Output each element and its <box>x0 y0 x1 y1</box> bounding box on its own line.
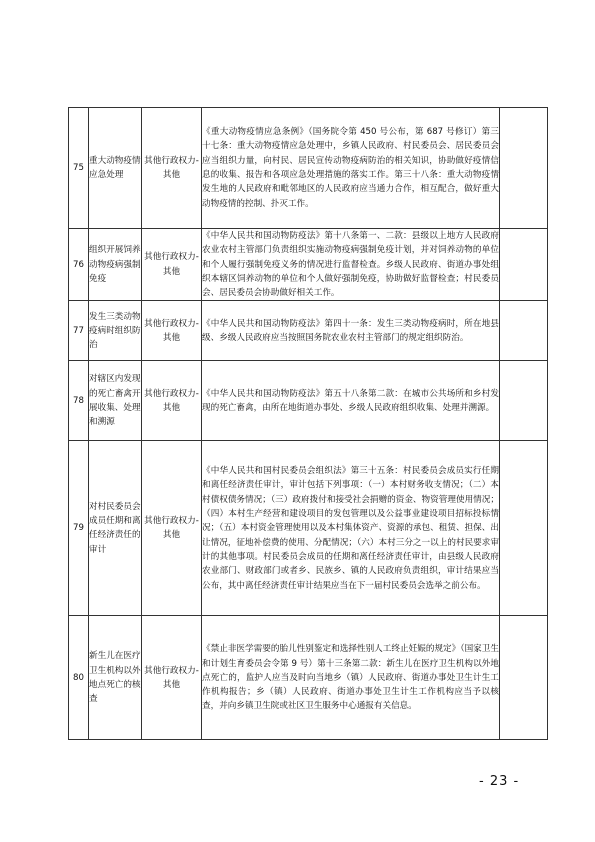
item-name: 重大动物疫情应急处理 <box>89 108 142 229</box>
item-name: 组织开展饲养动物疫病强制免疫 <box>89 229 142 301</box>
remarks-cell <box>500 108 548 229</box>
remarks-cell <box>500 229 548 301</box>
remarks-cell <box>500 301 548 361</box>
page-number: - 23 - <box>479 774 520 789</box>
table-row <box>69 229 548 301</box>
table-row <box>69 616 548 740</box>
table-row <box>69 441 548 616</box>
remarks-cell <box>500 441 548 616</box>
row-number: 76 <box>69 229 89 301</box>
power-type: 其他行政权力-其他 <box>142 616 202 740</box>
table-row <box>69 361 548 441</box>
legal-basis: 《中华人民共和国动物防疫法》第四十一条：发生三类动物疫病时，所在地县级、乡级人民政府应当按照国务院农业农村主管部门的规定组织防治。 <box>202 301 500 361</box>
powers-table <box>68 107 548 740</box>
item-name: 对辖区内发现的死亡畜禽开展收集、处理和溯源 <box>89 361 142 441</box>
power-type: 其他行政权力-其他 <box>142 229 202 301</box>
remarks-cell <box>500 361 548 441</box>
legal-basis: 《中华人民共和国动物防疫法》第十八条第一、二款：县级以上地方人民政府农业农村主管部门负责组织实施动物疫病强制免疫计划，并对饲养动物的单位和个人履行强制免疫义务的情况进行监督检查。乡级人民政府、街道办事处组织本辖区饲养动物的单位和个人做好强制免疫，协助做好监督检查；村民委员会、居民委员会协助做好相关工作。 <box>202 229 500 301</box>
row-number: 80 <box>69 616 89 740</box>
row-number: 78 <box>69 361 89 441</box>
item-name: 发生三类动物疫病时组织防治 <box>89 301 142 361</box>
table-row <box>69 108 548 229</box>
power-type: 其他行政权力-其他 <box>142 441 202 616</box>
remarks-cell <box>500 616 548 740</box>
row-number: 75 <box>69 108 89 229</box>
power-type: 其他行政权力-其他 <box>142 301 202 361</box>
row-number: 77 <box>69 301 89 361</box>
item-name: 对村民委员会成员任期和离任经济责任的审计 <box>89 441 142 616</box>
row-number: 79 <box>69 441 89 616</box>
table-row <box>69 301 548 361</box>
power-type: 其他行政权力-其他 <box>142 361 202 441</box>
legal-basis: 《中华人民共和国村民委员会组织法》第三十五条：村民委员会成员实行任期和离任经济责任审计，审计包括下列事项：（一）本村财务收支情况；（二）本村债权债务情况；（三）政府拨付和接受社会捐赠的资金、物资管理使用情况；（四）本村生产经营和建设项目的发包管理以及公益事业建设项目招标投标情况；（五）本村资金管理使用以及本村集体资产、资源的承包、租赁、担保、出让情况，征地补偿费的使用、分配情况；（六）本村三分之一以上的村民要求审计的其他事项。村民委员会成员的任期和离任经济责任审计，由县级人民政府农业部门、财政部门或者乡、民族乡、镇的人民政府负责组织，审计结果应当公布，其中离任经济责任审计结果应当在下一届村民委员会选举之前公布。 <box>202 441 500 616</box>
power-type: 其他行政权力-其他 <box>142 108 202 229</box>
item-name: 新生儿在医疗卫生机构以外地点死亡的核查 <box>89 616 142 740</box>
legal-basis: 《重大动物疫情应急条例》（国务院令第 450 号公布，第 687 号修订）第三十七条：重大动物疫情应急处理中，乡镇人民政府、村民委员会、居民委员会应当组织力量，向村民、居民宣传动物疫病防治的相关知识，协助做好疫情信息的收集、报告和各项应急处理措施的落实工作。第三十八条：重大动物疫情发生地的人民政府和毗邻地区的人民政府应当通力合作，相互配合，做好重大动物疫情的控制、扑灭工作。 <box>202 108 500 229</box>
legal-basis: 《中华人民共和国动物防疫法》第五十八条第二款：在城市公共场所和乡村发现的死亡畜禽，由所在地街道办事处、乡级人民政府组织收集、处理并溯源。 <box>202 361 500 441</box>
legal-basis: 《禁止非医学需要的胎儿性别鉴定和选择性别人工终止妊娠的规定》（国家卫生和计划生育委员会令第 9 号）第十三条第二款：新生儿在医疗卫生机构以外地点死亡的，监护人应当及时向当地乡（镇）人民政府、街道办事处卫生计生工作机构报告；乡（镇）人民政府、街道办事处卫生计生工作机构应当予以核查，并向乡镇卫生院或社区卫生服务中心通报有关信息。 <box>202 616 500 740</box>
